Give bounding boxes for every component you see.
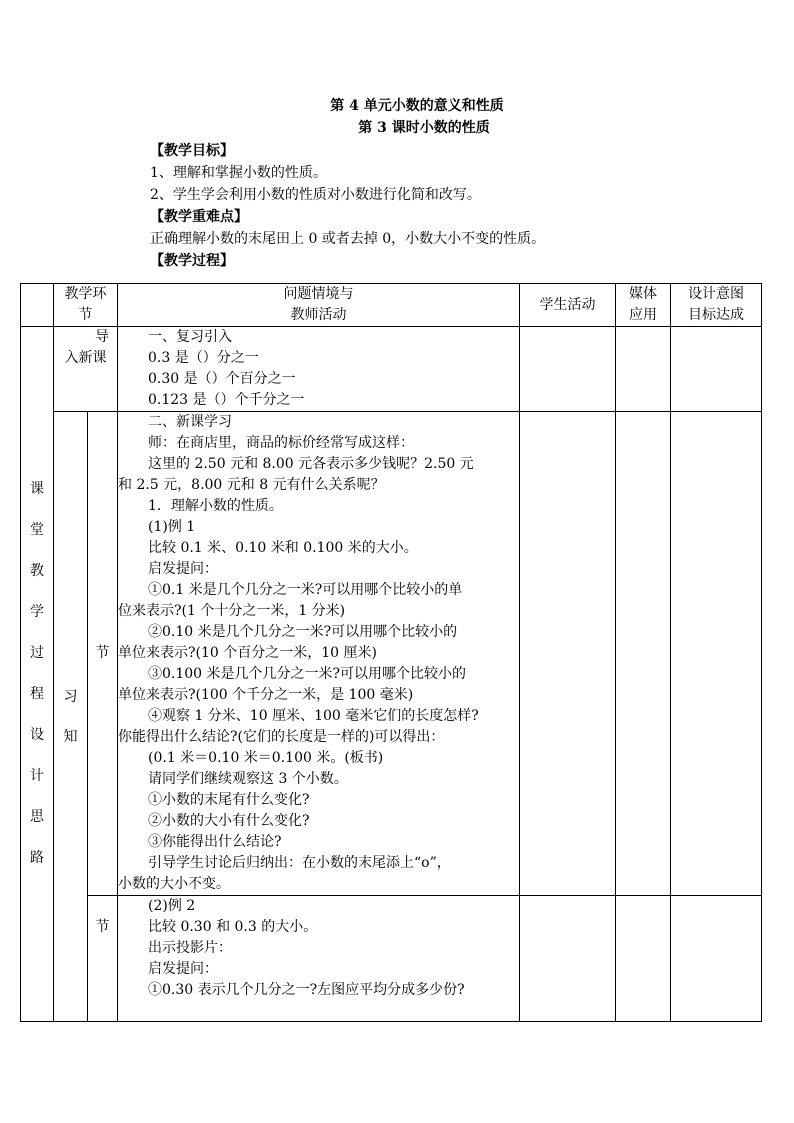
content-line: 和 2.5 元，8.00 元和 8 元有什么关系呢？ [118, 477, 385, 493]
side-label-char: 思 [30, 809, 44, 825]
stage-intro [54, 327, 118, 412]
side-label-char: 堂 [30, 522, 44, 538]
unit-title: 第 4 单元小数的意义和性质 [330, 98, 504, 114]
goals-heading: 【教学目标】 [150, 143, 234, 159]
table-row [21, 327, 762, 412]
content-line: 单位来表示?(10 个百分之一米，10 厘米) [118, 645, 377, 661]
side-label-char: 课 [30, 481, 44, 497]
side-label-char: 设 [30, 727, 44, 743]
student-cell [520, 896, 616, 1022]
goal-item: 2、学生学会利用小数的性质对小数进行化简和改写。 [150, 187, 481, 203]
corner-cell [21, 284, 54, 327]
content-line: 位来表示?(1 个十分之一米，1 分米) [118, 603, 346, 619]
new-lesson-content [118, 412, 520, 896]
header-media [616, 284, 671, 327]
content-line: ①小数的末尾有什么变化? [148, 792, 310, 808]
key-points-heading: 【教学重难点】 [150, 209, 248, 225]
content-line: ②小数的大小有什么变化? [148, 813, 310, 829]
header-problem [118, 284, 520, 327]
content-line: 这里的 2.50 元和 8.00 元各表示多少钱呢？2.50 元 [148, 456, 474, 472]
content-line: 单位来表示?(100 个千分之一米，是 100 毫米) [118, 687, 414, 703]
design-cell [671, 327, 762, 412]
side-label-char: 程 [30, 686, 44, 702]
header-student: 学生活动 [520, 284, 616, 327]
header-design-line: 目标达成 [688, 307, 744, 323]
media-cell [616, 896, 671, 1022]
lesson-title: 第 3 课时小数的性质 [358, 120, 490, 136]
content-line: 比较 0.1 米、0.10 米和 0.100 米的大小。 [148, 540, 418, 556]
intro-content [118, 327, 520, 412]
content-line: 引导学生讨论后归纳出：在小数的末尾添上“o”， [148, 855, 451, 871]
content-line: ③0.100 米是几个几分之一米?可以用哪个比较小的 [148, 666, 467, 682]
design-cell [671, 896, 762, 1022]
stage-learn-line: 习 [63, 688, 78, 705]
content-line: ④观察 1 分米、10 厘米、100 毫米它们的长度怎样? [148, 708, 479, 724]
content-line: ②0.10 米是几个几分之一米?可以用哪个比较小的 [148, 624, 458, 640]
side-label-char: 学 [30, 604, 44, 620]
content-line: 启发提问： [148, 561, 218, 577]
content-line: ①0.1 米是几个几分之一米?可以用哪个比较小的单 [148, 582, 463, 598]
content-line: 请同学们继续观察这 3 个小数。 [148, 771, 348, 787]
content-line: 一、复习引入 [148, 329, 232, 345]
side-label-char: 教 [30, 563, 44, 579]
header-stage-line: 教学环 [64, 286, 107, 302]
header-media-line: 应用 [629, 307, 657, 323]
content-line: 比较 0.30 和 0.3 的大小。 [148, 919, 318, 935]
student-cell [520, 327, 616, 412]
stage-learn-line: 知 [63, 728, 78, 745]
side-label-char: 路 [30, 850, 44, 866]
content-line: (1)例 1 [148, 519, 196, 535]
header-media-line: 媒体 [629, 286, 657, 302]
content-line: 启发提问： [148, 961, 218, 977]
process-heading: 【教学过程】 [150, 253, 234, 269]
content-line: 1．理解小数的性质。 [148, 498, 283, 514]
stage-section: 节 [88, 896, 118, 1022]
content-line: 二、新课学习 [148, 414, 232, 430]
stage-intro-line: 导 [95, 329, 109, 345]
header-stage-line: 节 [78, 307, 93, 323]
media-cell [616, 327, 671, 412]
stage-learn [54, 412, 88, 1022]
content-line: 0.30 是（）个百分之一 [148, 371, 296, 387]
content-line: 出示投影片： [148, 940, 232, 956]
stage-intro-line: 入新课 [64, 350, 107, 366]
content-line: (0.1 米＝0.10 米＝0.100 米。(板书) [148, 750, 384, 766]
content-line: ③你能得出什么结论? [148, 834, 282, 850]
header-stage [54, 284, 118, 327]
header-problem-line: 教师活动 [290, 307, 347, 323]
example2-content [118, 896, 520, 1022]
table-row [21, 896, 762, 1022]
content-line: 小数的大小不变。 [118, 876, 230, 892]
goal-item: 1、理解和掌握小数的性质。 [150, 165, 327, 181]
side-label-char: 计 [30, 768, 44, 784]
content-line: ①0.30 表示几个几分之一?左图应平均分成多少份? [148, 982, 465, 998]
side-label [21, 327, 54, 1022]
lesson-intro [150, 140, 750, 272]
table-row [21, 412, 762, 896]
side-label-char: 过 [30, 645, 44, 661]
content-line: 师：在商店里，商品的标价经常写成这样： [148, 435, 414, 451]
content-line: 0.123 是（）个千分之一 [148, 392, 305, 408]
content-line: 0.3 是（）分之一 [148, 350, 259, 366]
header-design-line: 设计意图 [688, 286, 744, 302]
table-header-row [21, 284, 762, 327]
header-design [671, 284, 762, 327]
media-cell [616, 412, 671, 896]
lesson-table [20, 283, 762, 1022]
header-problem-line: 问题情境与 [283, 286, 354, 302]
stage-section: 节 [88, 412, 118, 896]
key-points-text: 正确理解小数的末尾田上 0 或者去掉 0，小数大小不变的性质。 [150, 231, 546, 247]
design-cell [671, 412, 762, 896]
content-line: 你能得出什么结论?(它们的长度是一样的)可以得出： [118, 729, 445, 745]
content-line: (2)例 2 [148, 898, 196, 914]
student-cell [520, 412, 616, 896]
